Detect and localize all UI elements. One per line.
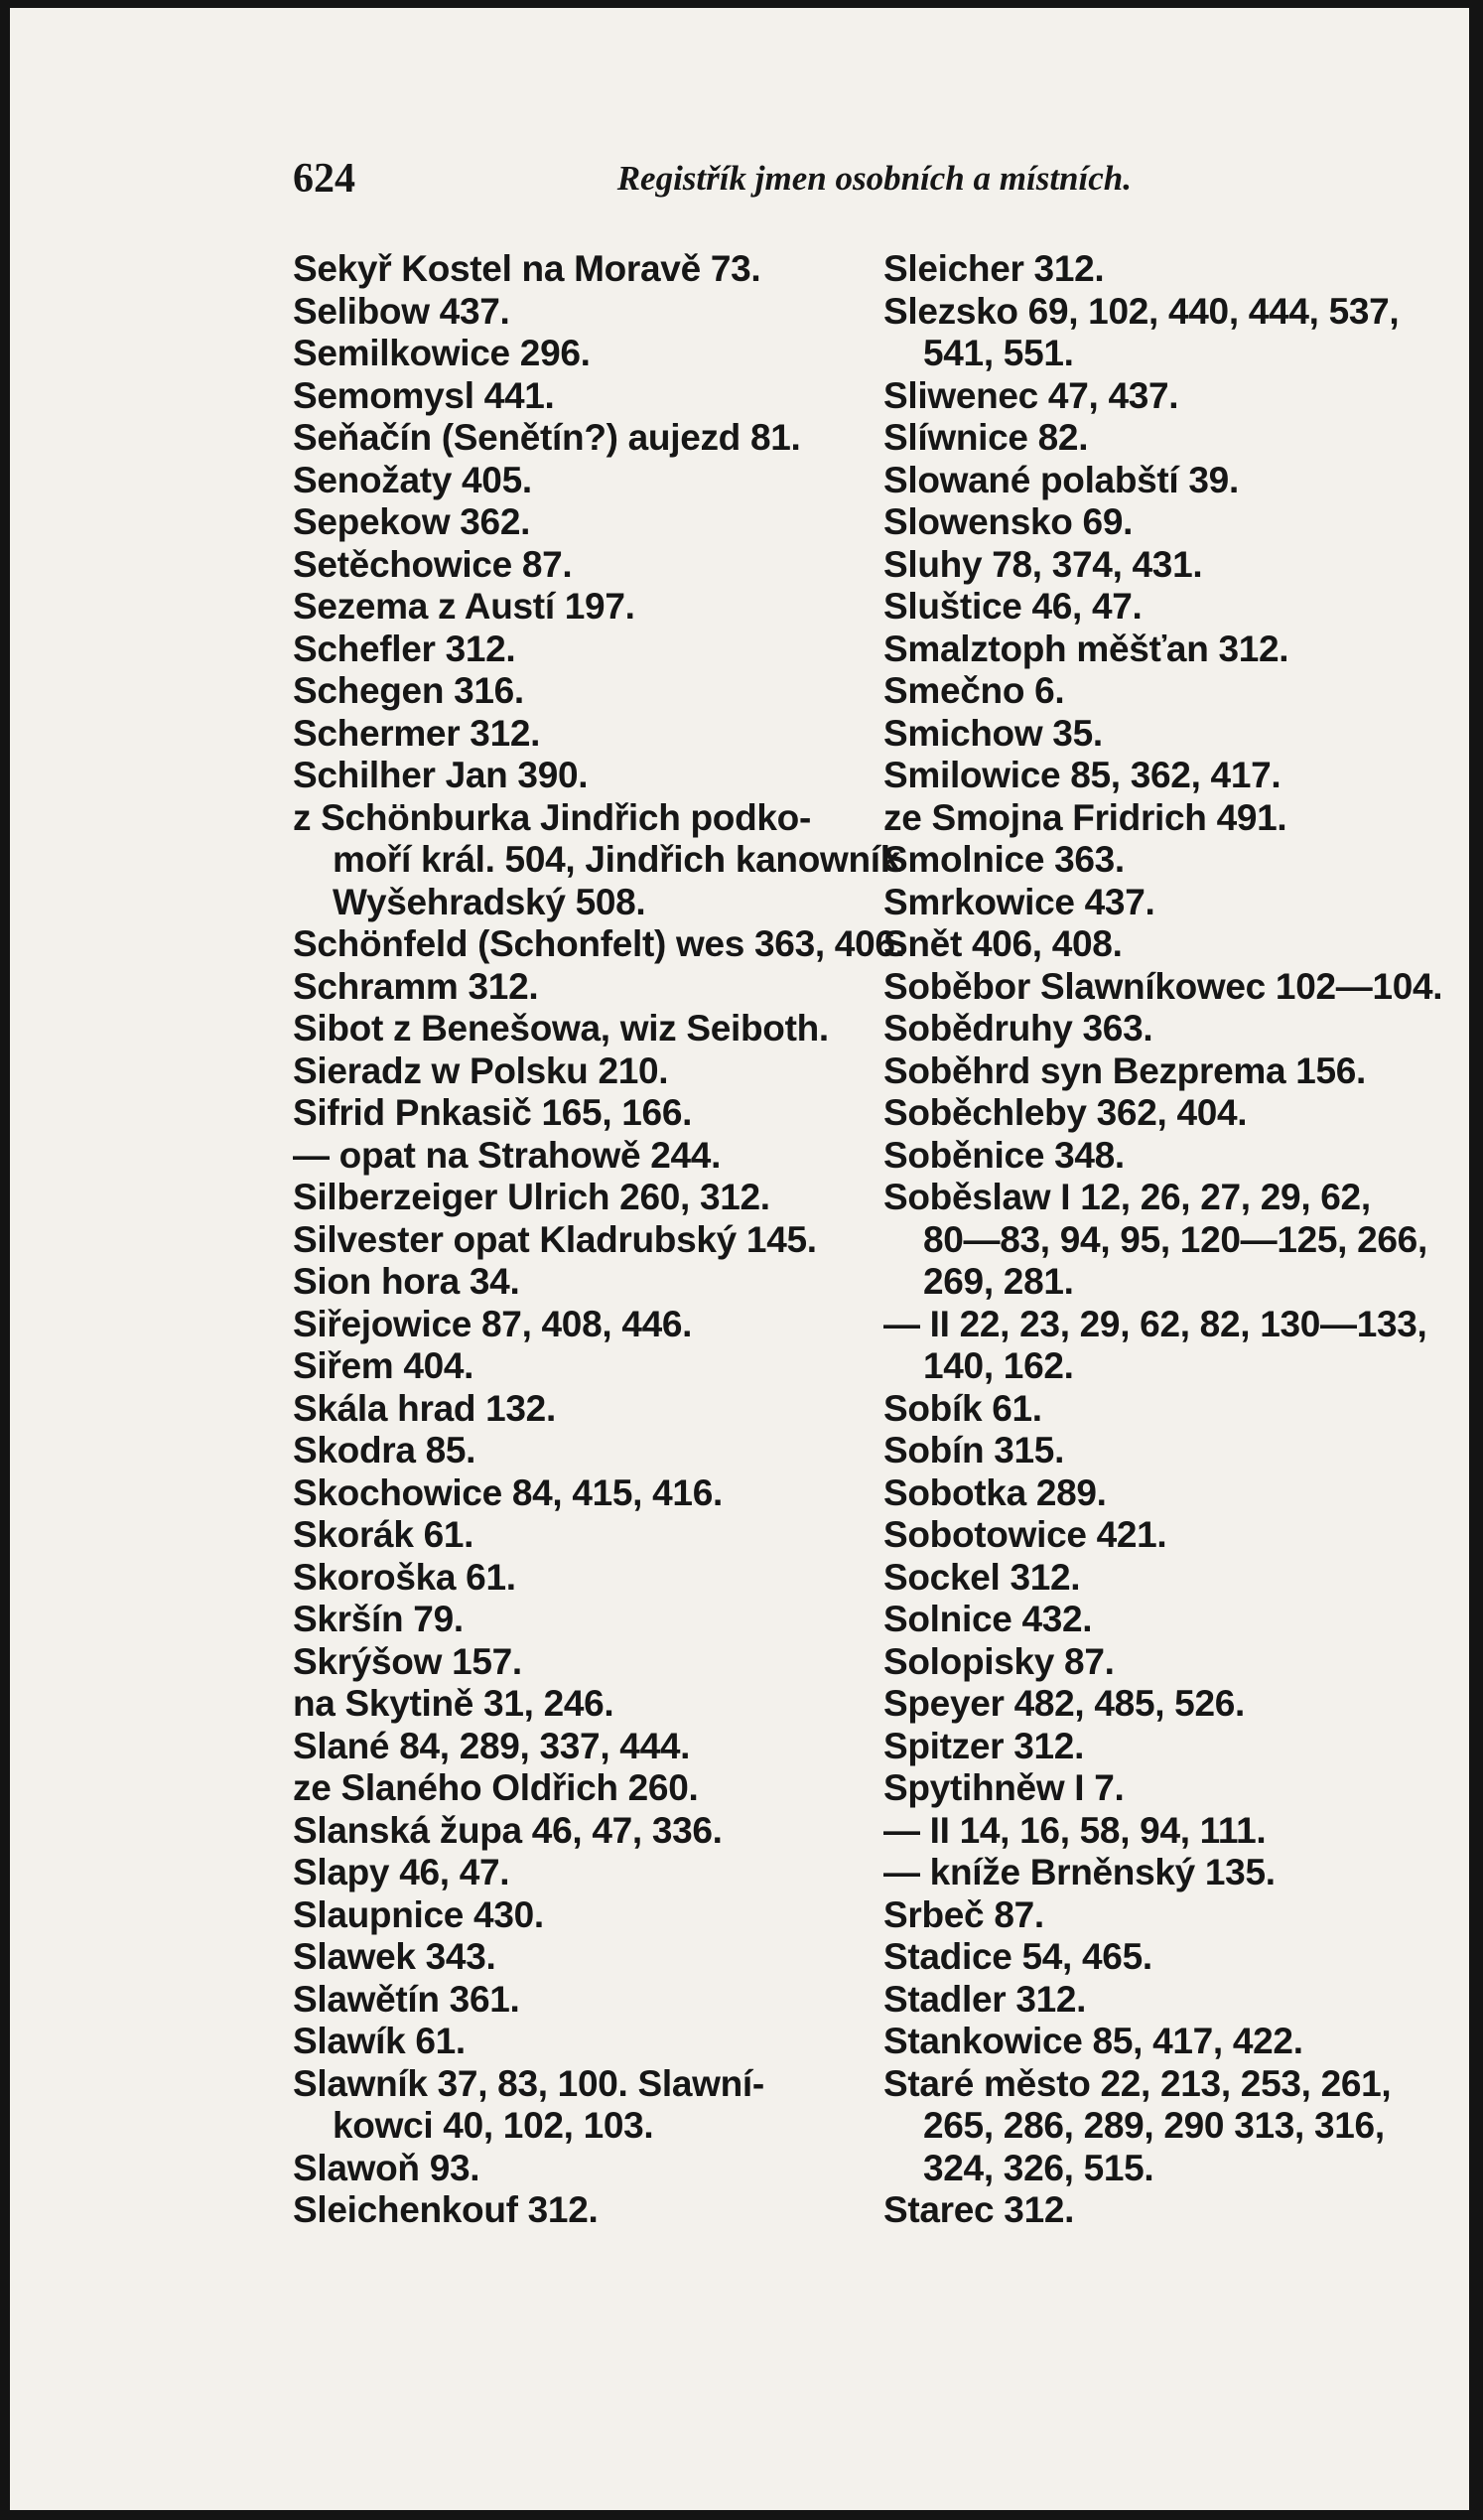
index-entry: Skršín 79. bbox=[293, 1599, 464, 1639]
index-entry: Soběchleby 362, 404. bbox=[883, 1092, 1248, 1133]
index-entry: moří král. 504, Jindřich kanowník bbox=[333, 839, 901, 880]
index-entry: Sifrid Pnkasič 165, 166. bbox=[293, 1092, 693, 1133]
index-entry: Skorák 61. bbox=[293, 1514, 474, 1555]
document-page bbox=[10, 8, 1469, 2510]
index-entry: z Schönburka Jindřich podko- bbox=[293, 796, 811, 838]
index-entry: Skrýšow 157. bbox=[293, 1640, 522, 1682]
index-entry: Slawek 343. bbox=[293, 1936, 496, 1977]
index-entry: Schramm 312. bbox=[293, 965, 539, 1007]
index-entry: 140, 162. bbox=[923, 1345, 1074, 1386]
index-entry: Sluhy 78, 374, 431. bbox=[883, 543, 1203, 585]
index-column-right bbox=[883, 248, 1449, 2232]
index-entry: 269, 281. bbox=[923, 1261, 1074, 1302]
index-entry: Skoroška 61. bbox=[293, 1556, 516, 1598]
index-entry: Slawík 61. bbox=[293, 2021, 466, 2061]
index-entry: Sobědruhy 363. bbox=[883, 1008, 1153, 1049]
page-number: 624 bbox=[293, 156, 355, 202]
index-entry: Speyer 482, 485, 526. bbox=[883, 1683, 1245, 1724]
index-entry: Setěchowice 87. bbox=[293, 543, 573, 585]
index-entry: Sockel 312. bbox=[883, 1556, 1081, 1598]
index-entry: Semilkowice 296. bbox=[293, 333, 591, 373]
index-entry: Slawník 37, 83, 100. Slawní- bbox=[293, 2062, 764, 2104]
index-entry: Silberzeiger Ulrich 260, 312. bbox=[293, 1177, 770, 1217]
index-entry: 324, 326, 515. bbox=[923, 2147, 1154, 2188]
index-entry: Schilher Jan 390. bbox=[293, 755, 589, 795]
index-entry: Skála hrad 132. bbox=[293, 1387, 556, 1429]
index-entry: — kníže Brněnský 135. bbox=[883, 1852, 1276, 1892]
index-entry: Sion hora 34. bbox=[293, 1261, 520, 1302]
index-entry: Soběslaw I 12, 26, 27, 29, 62, bbox=[883, 1177, 1371, 1217]
index-entry: Schefler 312. bbox=[293, 628, 516, 669]
index-entry: Soběhrd syn Bezprema 156. bbox=[883, 1050, 1367, 1091]
index-entry: Smečno 6. bbox=[883, 670, 1065, 711]
index-entry: Smolnice 363. bbox=[883, 839, 1125, 880]
index-entry: Solnice 432. bbox=[883, 1599, 1093, 1639]
index-entry: Soběnice 348. bbox=[883, 1134, 1125, 1176]
index-entry: Selibow 437. bbox=[293, 290, 510, 332]
index-entry: Smalztoph měšťan 312. bbox=[883, 628, 1289, 669]
index-entry: Wyšehradský 508. bbox=[333, 881, 646, 922]
index-entry: 541, 551. bbox=[923, 333, 1074, 373]
index-entry: Sobín 315. bbox=[883, 1430, 1065, 1470]
index-entry: Sezema z Austí 197. bbox=[293, 586, 635, 627]
index-entry: Schermer 312. bbox=[293, 712, 541, 754]
index-entry: Schönfeld (Schonfelt) wes 363, 406. bbox=[293, 923, 905, 964]
index-entry: Sepekow 362. bbox=[293, 501, 531, 542]
index-entry: Skochowice 84, 415, 416. bbox=[293, 1471, 723, 1513]
index-entry: Slaupnice 430. bbox=[293, 1893, 544, 1935]
index-entry: Starec 312. bbox=[883, 2189, 1075, 2230]
index-entry: Snět 406, 408. bbox=[883, 923, 1123, 964]
index-entry: Sluštice 46, 47. bbox=[883, 586, 1143, 627]
index-entry: Smichow 35. bbox=[883, 712, 1103, 754]
page-header bbox=[293, 155, 1132, 205]
index-entry: — II 22, 23, 29, 62, 82, 130—133, bbox=[883, 1303, 1427, 1344]
index-entry: Slawoň 93. bbox=[293, 2147, 480, 2188]
index-entry: Solopisky 87. bbox=[883, 1640, 1115, 1682]
index-entry: Stankowice 85, 417, 422. bbox=[883, 2021, 1303, 2061]
running-title: Registřík jmen osobních a místních. bbox=[616, 159, 1132, 198]
index-entry: Slapy 46, 47. bbox=[293, 1852, 510, 1892]
index-entry: — opat na Strahowě 244. bbox=[293, 1134, 722, 1176]
index-entry: 265, 286, 289, 290 313, 316, bbox=[923, 2105, 1385, 2146]
index-column-left bbox=[293, 248, 905, 2232]
index-entry: Sekyř Kostel na Moravě 73. bbox=[293, 248, 761, 289]
index-entry: Stadler 312. bbox=[883, 1978, 1087, 2020]
index-entry: Slawětín 361. bbox=[293, 1978, 520, 2020]
index-entry: Sliwenec 47, 437. bbox=[883, 374, 1179, 416]
index-entry: Spytihněw I 7. bbox=[883, 1767, 1125, 1808]
index-entry: Slezsko 69, 102, 440, 444, 537, bbox=[883, 290, 1400, 332]
index-entry: Sleichenkouf 312. bbox=[293, 2189, 599, 2230]
index-entry: Srbeč 87. bbox=[883, 1893, 1044, 1935]
index-entry: Slíwnice 82. bbox=[883, 417, 1089, 458]
index-entry: Sobík 61. bbox=[883, 1387, 1042, 1429]
index-entry: Slanská župa 46, 47, 336. bbox=[293, 1809, 723, 1851]
index-entry: Slané 84, 289, 337, 444. bbox=[293, 1725, 691, 1766]
index-entry: Sobotka 289. bbox=[883, 1471, 1107, 1513]
index-entry: Slowensko 69. bbox=[883, 501, 1134, 542]
index-entry: Siřem 404. bbox=[293, 1345, 474, 1386]
index-entry: Sibot z Benešowa, wiz Seiboth. bbox=[293, 1008, 829, 1049]
index-entry: Siřejowice 87, 408, 446. bbox=[293, 1303, 693, 1344]
index-entry: — II 14, 16, 58, 94, 111. bbox=[883, 1809, 1267, 1851]
index-entry: ze Smojna Fridrich 491. bbox=[883, 796, 1287, 838]
index-entry: Smrkowice 437. bbox=[883, 881, 1155, 922]
index-entry: kowci 40, 102, 103. bbox=[333, 2105, 654, 2146]
index-entry: Smilowice 85, 362, 417. bbox=[883, 755, 1281, 795]
index-entry: Sieradz w Polsku 210. bbox=[293, 1050, 669, 1091]
index-entry: Sobotowice 421. bbox=[883, 1514, 1167, 1555]
index-entry: Staré město 22, 213, 253, 261, bbox=[883, 2062, 1392, 2104]
index-entry: ze Slaného Oldřich 260. bbox=[293, 1767, 699, 1808]
index-entry: 80—83, 94, 95, 120—125, 266, bbox=[923, 1218, 1427, 1260]
index-entry: Slowané polabští 39. bbox=[883, 459, 1239, 500]
index-entry: na Skytině 31, 246. bbox=[293, 1683, 614, 1724]
index-entry: Spitzer 312. bbox=[883, 1725, 1085, 1766]
index-entry: Seňačín (Senětín?) aujezd 81. bbox=[293, 417, 801, 458]
index-entry: Schegen 316. bbox=[293, 670, 524, 711]
index-entry: Stadice 54, 465. bbox=[883, 1936, 1152, 1977]
index-entry: Skodra 85. bbox=[293, 1430, 476, 1470]
index-entry: Semomysl 441. bbox=[293, 374, 555, 416]
index-entry: Senožaty 405. bbox=[293, 459, 532, 500]
index-entry: Silvester opat Kladrubský 145. bbox=[293, 1218, 817, 1260]
index-entry: Soběbor Slawníkowec 102—104. bbox=[883, 965, 1443, 1007]
index-entry: Sleicher 312. bbox=[883, 248, 1105, 289]
